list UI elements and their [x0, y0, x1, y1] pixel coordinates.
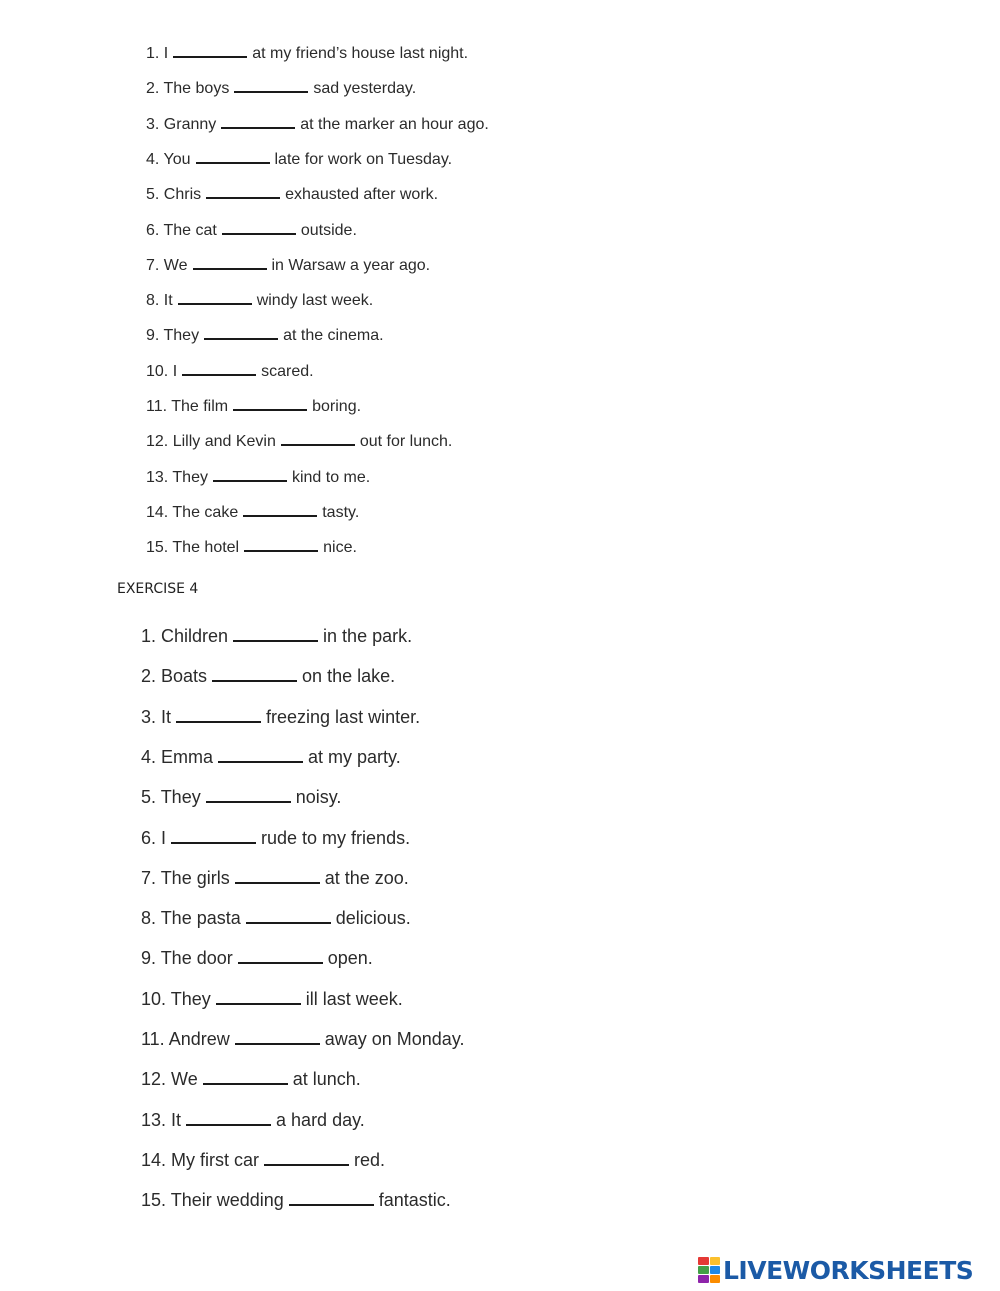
answer-blank[interactable]	[243, 514, 317, 517]
answer-blank[interactable]	[235, 1042, 320, 1045]
exercise-item	[141, 1150, 385, 1171]
item-continuation: sad yesterday.	[313, 80, 417, 98]
item-continuation: windy last week.	[256, 292, 374, 310]
answer-blank[interactable]	[289, 1203, 374, 1206]
exercise-item	[141, 1029, 464, 1050]
item-continuation: red.	[354, 1149, 386, 1170]
item-prompt: 3. Granny	[146, 115, 217, 133]
answer-blank[interactable]	[186, 1123, 271, 1126]
exercise-item	[146, 504, 359, 522]
answer-blank[interactable]	[171, 841, 256, 844]
item-continuation: scared.	[261, 362, 314, 380]
exercise-item	[146, 398, 361, 416]
exercise-item	[141, 908, 411, 929]
logo-text: LIVEWORKSHEETS	[723, 1255, 974, 1285]
item-continuation: away on Monday.	[324, 1029, 465, 1049]
item-prompt: 12. Lilly and Kevin	[146, 433, 276, 451]
item-continuation: exhausted after work.	[285, 186, 439, 204]
item-continuation: at my party.	[308, 746, 401, 767]
item-continuation: at the cinema.	[283, 327, 384, 345]
answer-blank[interactable]	[281, 443, 355, 446]
exercise-item	[146, 186, 438, 204]
item-prompt: 4. You	[146, 150, 191, 168]
item-prompt: 15. The hotel	[146, 539, 240, 557]
exercise-4-heading: EXERCISE 4	[117, 581, 199, 597]
item-continuation: fantastic.	[378, 1190, 451, 1211]
exercise-item	[141, 989, 403, 1010]
answer-blank[interactable]	[218, 760, 303, 763]
item-prompt: 2. The boys	[146, 80, 230, 98]
answer-blank[interactable]	[196, 161, 270, 164]
item-prompt: 10. I	[146, 362, 178, 380]
exercise-item	[146, 257, 430, 275]
item-prompt: 8. It	[146, 292, 173, 310]
exercise-item	[141, 828, 410, 849]
item-continuation: tasty.	[322, 503, 360, 521]
item-prompt: 1. I	[146, 45, 169, 62]
item-prompt: 2. Boats	[141, 666, 208, 687]
exercise-item	[146, 292, 373, 310]
exercise-item	[141, 787, 341, 808]
item-prompt: 4. Emma	[141, 746, 214, 767]
answer-blank[interactable]	[213, 479, 287, 482]
exercise-item	[146, 45, 468, 63]
item-prompt: 6. The cat	[146, 221, 217, 239]
answer-blank[interactable]	[206, 800, 291, 803]
item-prompt: 13. It	[141, 1109, 182, 1130]
answer-blank[interactable]	[264, 1163, 349, 1166]
item-prompt: 9. They	[146, 327, 200, 345]
item-prompt: 14. My first car	[141, 1149, 260, 1170]
item-prompt: 6. I	[141, 827, 167, 848]
item-prompt: 14. The cake	[146, 503, 239, 521]
item-continuation: ill last week.	[305, 988, 403, 1009]
item-continuation: on the lake.	[302, 666, 396, 687]
answer-blank[interactable]	[235, 881, 320, 884]
item-prompt: 11. The film	[146, 398, 229, 415]
item-continuation: at lunch.	[292, 1069, 361, 1090]
answer-blank[interactable]	[182, 373, 256, 376]
answer-blank[interactable]	[173, 55, 247, 58]
item-prompt: 7. The girls	[141, 867, 230, 888]
exercise-item	[146, 469, 370, 487]
answer-blank[interactable]	[246, 921, 331, 924]
answer-blank[interactable]	[234, 90, 308, 93]
answer-blank[interactable]	[216, 1002, 301, 1005]
exercise-item	[141, 868, 409, 889]
answer-blank[interactable]	[203, 1082, 288, 1085]
item-prompt: 1. Children	[141, 626, 229, 646]
item-continuation: out for lunch.	[359, 433, 453, 451]
exercise-item	[146, 327, 384, 345]
item-continuation: at the zoo.	[324, 867, 409, 888]
answer-blank[interactable]	[233, 408, 307, 411]
exercise-item	[141, 1069, 361, 1090]
exercise-item	[146, 222, 357, 240]
exercise-item	[141, 707, 420, 728]
item-continuation: a hard day.	[276, 1109, 365, 1130]
item-continuation: noisy.	[295, 787, 342, 808]
exercise-item	[146, 80, 416, 98]
exercise-item	[141, 747, 401, 768]
answer-blank[interactable]	[206, 196, 280, 199]
answer-blank[interactable]	[221, 126, 295, 129]
exercise-item	[146, 433, 452, 451]
item-prompt: 10. They	[141, 988, 211, 1009]
answer-blank[interactable]	[178, 302, 252, 305]
item-prompt: 9. The door	[141, 948, 233, 969]
exercise-item	[141, 666, 395, 687]
exercise-item	[141, 626, 412, 647]
item-continuation: open.	[327, 948, 373, 969]
exercise-item	[146, 151, 452, 169]
item-prompt: 5. Chris	[146, 186, 202, 204]
item-prompt: 8. The pasta	[141, 908, 241, 929]
item-continuation: boring.	[312, 398, 362, 415]
exercise-item	[146, 116, 489, 134]
item-prompt: 3. It	[141, 706, 172, 727]
item-continuation: at my friend’s house last night.	[252, 45, 469, 62]
item-continuation: in Warsaw a year ago.	[271, 256, 431, 274]
answer-blank[interactable]	[176, 720, 261, 723]
answer-blank[interactable]	[233, 639, 318, 642]
item-prompt: 7. We	[146, 256, 188, 274]
answer-blank[interactable]	[204, 337, 278, 340]
item-continuation: outside.	[300, 221, 357, 239]
item-continuation: kind to me.	[291, 468, 371, 486]
item-continuation: in the park.	[323, 626, 413, 646]
liveworksheets-logo	[698, 1255, 973, 1285]
exercise-item	[146, 363, 314, 381]
item-continuation: late for work on Tuesday.	[274, 150, 453, 168]
exercise-item	[146, 539, 357, 557]
item-continuation: freezing last winter.	[266, 706, 421, 727]
answer-blank[interactable]	[222, 232, 296, 235]
answer-blank[interactable]	[193, 267, 267, 270]
item-prompt: 13. They	[146, 468, 208, 486]
item-continuation: at the marker an hour ago.	[300, 115, 489, 133]
item-prompt: 11. Andrew	[141, 1029, 230, 1049]
exercise-item	[141, 1190, 451, 1211]
item-continuation: nice.	[323, 539, 357, 557]
answer-blank[interactable]	[212, 679, 297, 682]
liveworksheets-logo-icon	[698, 1257, 720, 1283]
answer-blank[interactable]	[244, 549, 318, 552]
item-prompt: 15. Their wedding	[141, 1190, 284, 1211]
exercise-item	[141, 948, 373, 969]
item-continuation: delicious.	[335, 908, 411, 929]
item-prompt: 5. They	[141, 787, 201, 808]
answer-blank[interactable]	[238, 961, 323, 964]
item-continuation: rude to my friends.	[261, 827, 411, 848]
exercise-item	[141, 1110, 365, 1131]
item-prompt: 12. We	[141, 1069, 198, 1090]
